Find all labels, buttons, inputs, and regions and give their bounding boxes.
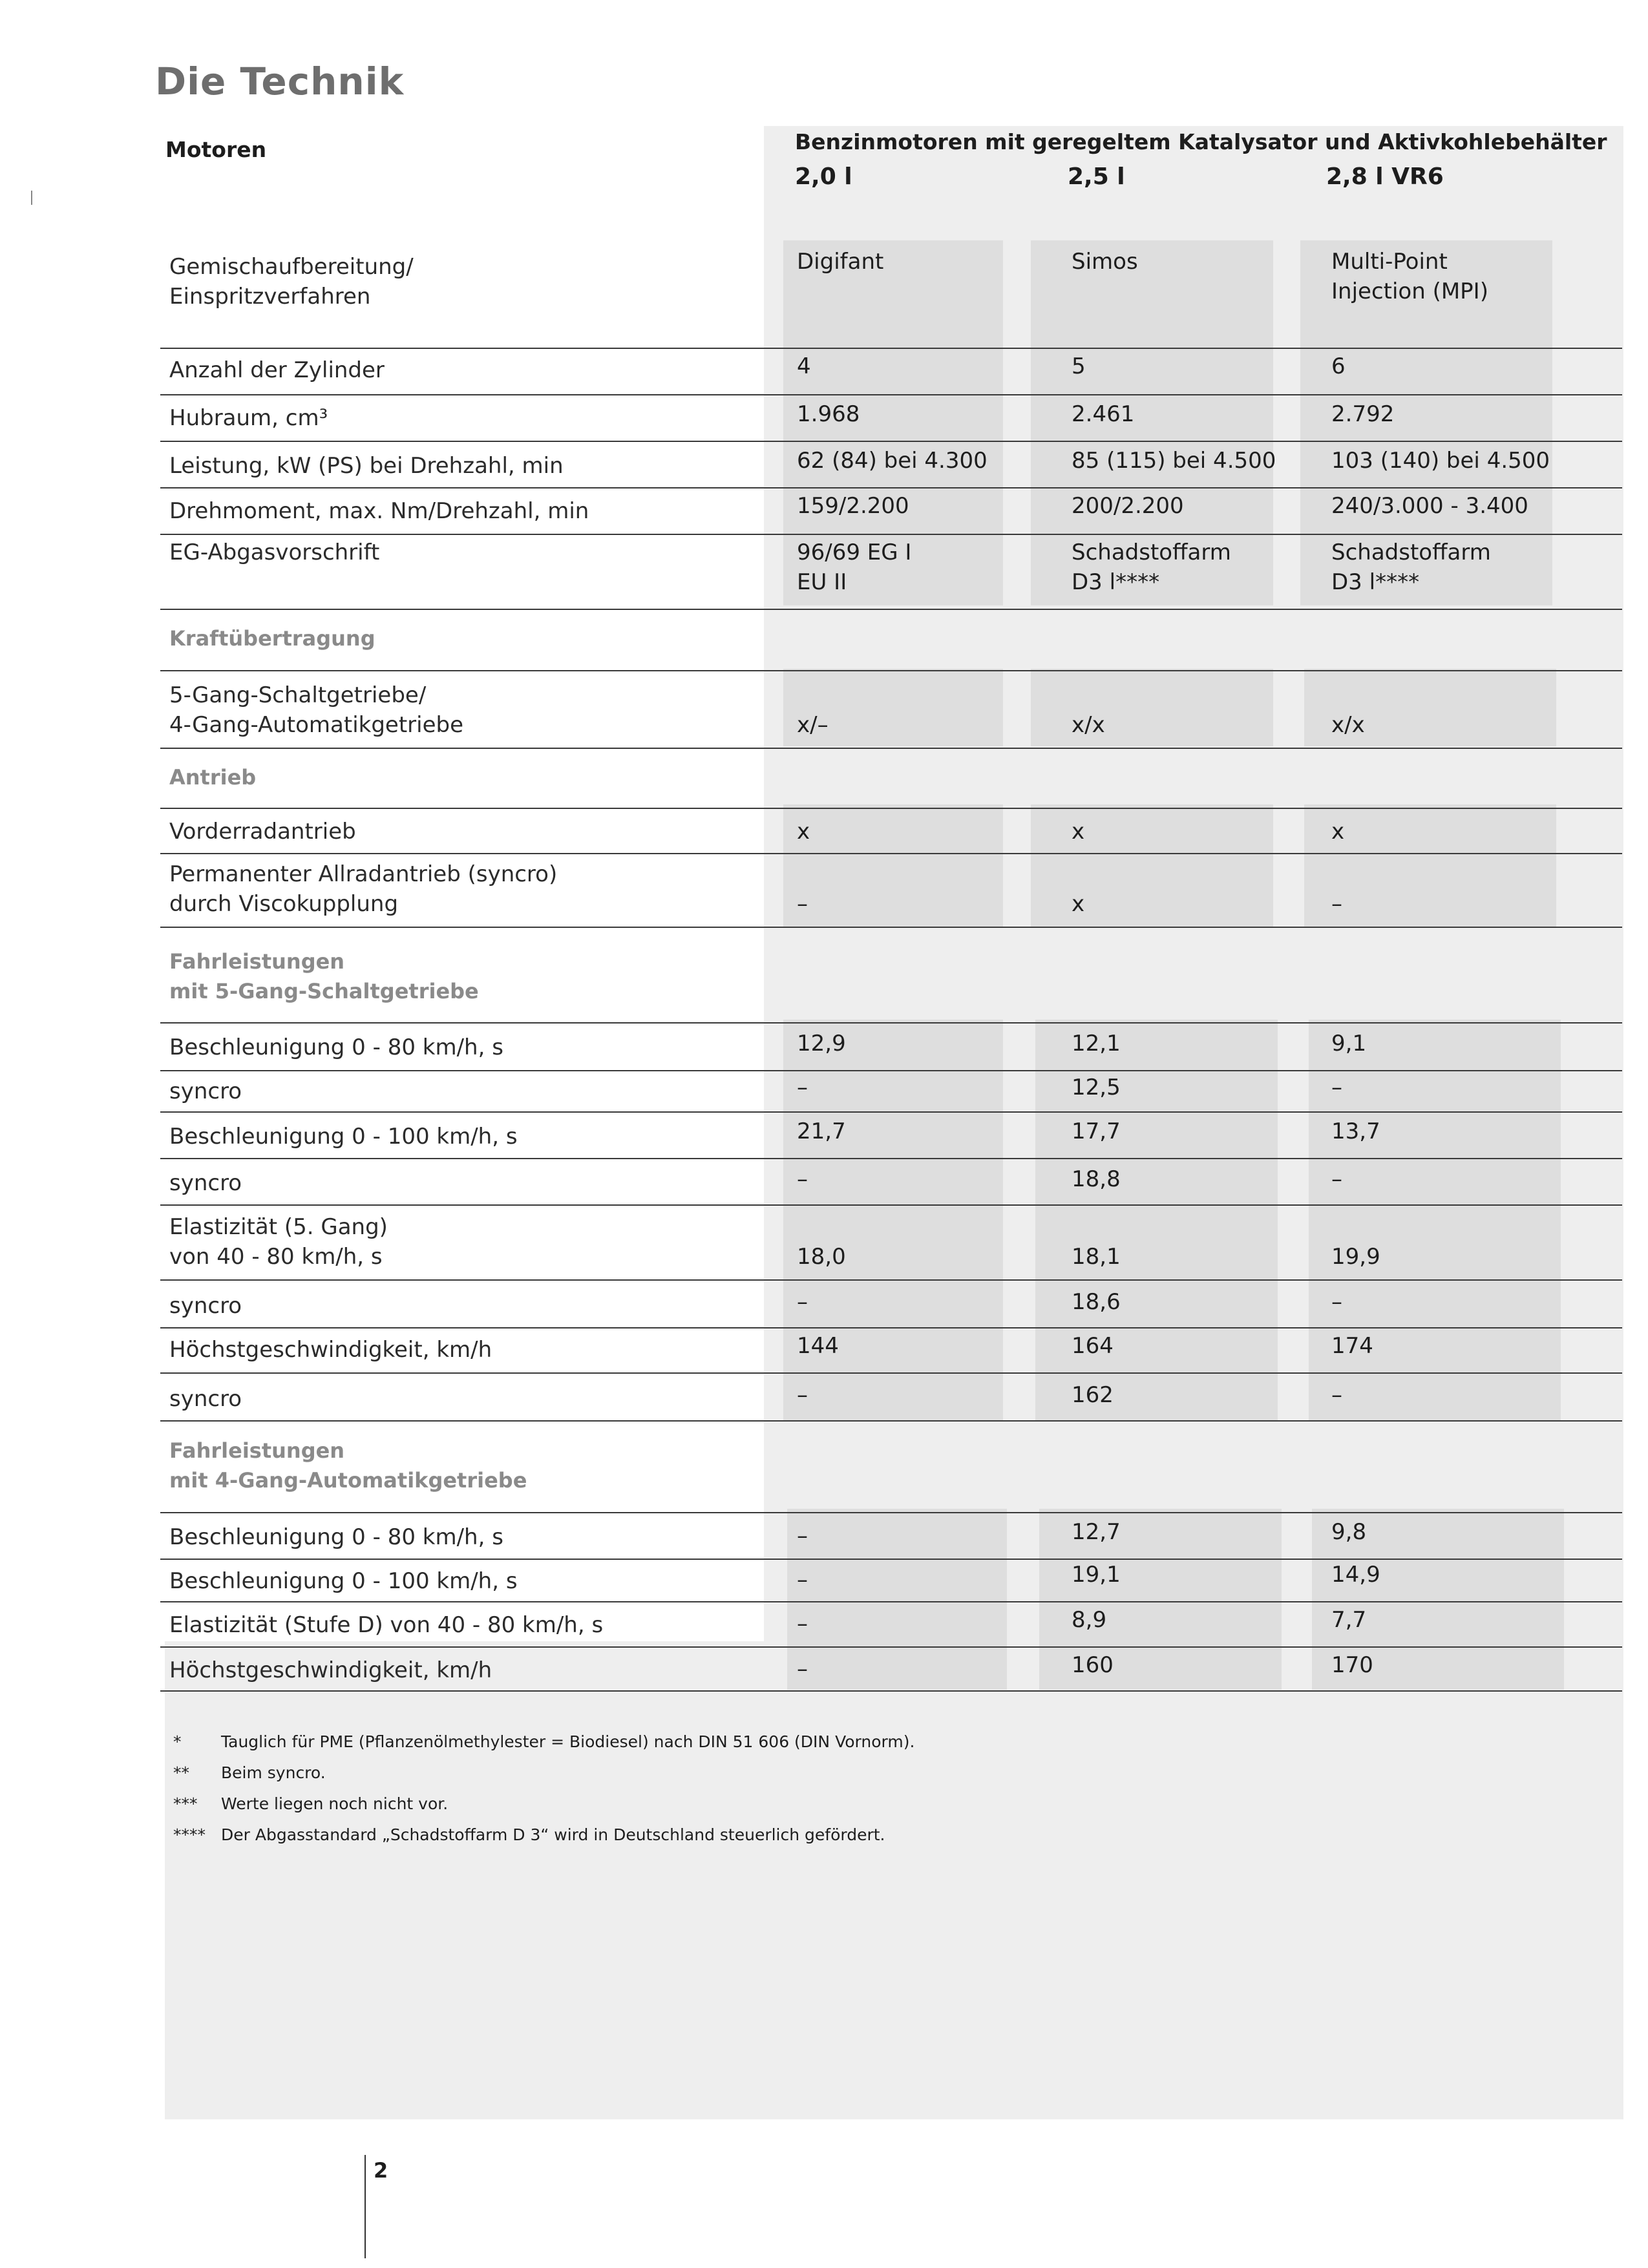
row-value-20: 144 xyxy=(797,1333,839,1359)
row-label: Anzahl der Zylinder xyxy=(169,357,385,383)
row-label: Elastizität (Stufe D) von 40 - 80 km/h, s xyxy=(169,1612,604,1638)
table-row xyxy=(160,1279,1622,1328)
row-value-28: – xyxy=(1331,1075,1342,1100)
section-fahrleistungen-automatik: Fahrleistungen mit 4-Gang-Automatikgetriebe xyxy=(169,1438,527,1493)
page-number: 2 xyxy=(374,2158,388,2183)
row-value-20: 4 xyxy=(797,353,811,379)
section-kraftuebertragung: Kraftübertragung xyxy=(169,626,375,651)
row-value-25: 18,8 xyxy=(1072,1166,1121,1192)
header-col-28-vr6: 2,8 l VR6 xyxy=(1326,163,1444,190)
row-label: syncro xyxy=(169,1386,242,1412)
table-row xyxy=(160,670,1622,749)
row-label: Permanenter Allradantrieb (syncro) durch Viscokupplung xyxy=(169,861,558,917)
table-row xyxy=(160,348,1622,395)
row-value-25: 18,1 xyxy=(1072,1244,1121,1270)
row-value-25: 162 xyxy=(1072,1382,1114,1408)
row-value-20: 1.968 xyxy=(797,401,860,427)
row-value-28: – xyxy=(1331,1166,1342,1192)
row-value-25: 5 xyxy=(1072,353,1086,379)
row-label: Beschleunigung 0 - 100 km/h, s xyxy=(169,1124,518,1150)
row-value-20: – xyxy=(797,891,808,917)
row-value-20: – xyxy=(797,1656,808,1682)
page-title: Die Technik xyxy=(155,59,405,103)
row-value-20: – xyxy=(797,1523,808,1549)
row-value-20: 12,9 xyxy=(797,1031,846,1056)
row-label: syncro xyxy=(169,1078,242,1104)
row-value-25: 19,1 xyxy=(1072,1562,1121,1588)
row-value-25: 160 xyxy=(1072,1652,1114,1678)
row-value-28: 170 xyxy=(1331,1652,1373,1678)
table-row xyxy=(160,1069,1622,1113)
row-value-25: 12,7 xyxy=(1072,1519,1121,1545)
row-value-28: x/x xyxy=(1331,712,1365,738)
row-label: Höchstgeschwindigkeit, km/h xyxy=(169,1657,492,1683)
row-label: syncro xyxy=(169,1293,242,1319)
table-row xyxy=(160,1646,1622,1692)
row-label: Beschleunigung 0 - 80 km/h, s xyxy=(169,1034,503,1060)
row-value-20: x xyxy=(797,819,810,845)
row-label: EG-Abgasvorschrift xyxy=(169,540,380,565)
row-label: Beschleunigung 0 - 80 km/h, s xyxy=(169,1524,503,1550)
table-row xyxy=(160,852,1622,928)
footnote: *** Werte liegen noch nicht vor. xyxy=(173,1794,449,1813)
row-label: 5-Gang-Schaltgetriebe/ 4-Gang-Automatikgetriebe xyxy=(169,682,464,738)
header-engine-group: Benzinmotoren mit geregeltem Katalysator und Aktivkohlebehälter xyxy=(795,129,1607,154)
row-value-20: – xyxy=(797,1611,808,1637)
section-antrieb: Antrieb xyxy=(169,765,257,790)
table-row xyxy=(160,808,1622,854)
row-value-20: – xyxy=(797,1567,808,1593)
row-value-25: Simos xyxy=(1072,249,1138,275)
table-row xyxy=(160,1557,1622,1602)
row-value-28: – xyxy=(1331,1382,1342,1408)
row-value-20: – xyxy=(797,1075,808,1100)
row-value-25: 8,9 xyxy=(1072,1607,1107,1633)
footnote: **** Der Abgasstandard „Schadstoffarm D 3“ wird in Deutschland steuerlich gefördert. xyxy=(173,1825,885,1844)
row-label: Hubraum, cm³ xyxy=(169,405,328,431)
row-value-25: 164 xyxy=(1072,1333,1114,1359)
header-col-20: 2,0 l xyxy=(795,163,852,190)
footnote: * Tauglich für PME (Pflanzenölmethylester = Biodiesel) nach DIN 51 606 (DIN Vornorm). xyxy=(173,1732,915,1751)
row-value-28: 9,1 xyxy=(1331,1031,1367,1056)
row-value-20: 159/2.200 xyxy=(797,493,909,519)
row-value-20: Digifant xyxy=(797,249,884,275)
row-value-20: x/– xyxy=(797,712,829,738)
row-value-25: 200/2.200 xyxy=(1072,493,1184,519)
row-label: Leistung, kW (PS) bei Drehzahl, min xyxy=(169,453,564,479)
row-value-28: 240/3.000 - 3.400 xyxy=(1331,493,1528,519)
row-value-28: 9,8 xyxy=(1331,1519,1367,1545)
footnotes xyxy=(173,1727,914,1851)
page-number-rule xyxy=(364,2155,366,2258)
table-row xyxy=(160,1111,1622,1159)
row-value-28: Schadstoffarm D3 l**** xyxy=(1331,540,1491,595)
table-row xyxy=(160,534,1622,610)
row-value-20: 96/69 EG I EU II xyxy=(797,540,912,595)
row-value-20: – xyxy=(797,1382,808,1408)
row-label: syncro xyxy=(169,1170,242,1196)
table-row xyxy=(160,1512,1622,1560)
row-value-28: 174 xyxy=(1331,1333,1373,1359)
row-value-28: – xyxy=(1331,1289,1342,1315)
row-value-25: Schadstoffarm D3 l**** xyxy=(1072,540,1231,595)
table-row xyxy=(160,244,1622,349)
table-row xyxy=(160,441,1622,488)
row-label: Vorderradantrieb xyxy=(169,819,356,845)
table-row xyxy=(160,394,1622,442)
row-value-28: 7,7 xyxy=(1331,1607,1367,1633)
table-row xyxy=(160,1327,1622,1374)
row-value-28: – xyxy=(1331,891,1342,917)
row-value-28: 14,9 xyxy=(1331,1562,1380,1588)
row-value-20: – xyxy=(797,1289,808,1315)
row-value-28: 19,9 xyxy=(1331,1244,1380,1270)
row-value-28: 6 xyxy=(1331,353,1346,379)
row-value-28: 2.792 xyxy=(1331,401,1395,427)
row-value-25: 2.461 xyxy=(1072,401,1135,427)
table-row xyxy=(160,487,1622,535)
table-row xyxy=(160,1204,1622,1281)
row-value-28: Multi-Point Injection (MPI) xyxy=(1331,249,1488,304)
row-label: Drehmoment, max. Nm/Drehzahl, min xyxy=(169,498,589,524)
row-value-25: x xyxy=(1072,819,1085,845)
table-row xyxy=(160,1372,1622,1422)
row-value-20: 21,7 xyxy=(797,1118,846,1144)
table-row xyxy=(160,1022,1622,1071)
row-value-28: x xyxy=(1331,819,1345,845)
footnote: ** Beim syncro. xyxy=(173,1763,326,1782)
row-value-28: 13,7 xyxy=(1331,1118,1380,1144)
header-col-25: 2,5 l xyxy=(1068,163,1125,190)
row-label: Höchstgeschwindigkeit, km/h xyxy=(169,1337,492,1363)
table-row xyxy=(160,1158,1622,1206)
row-value-25: 85 (115) bei 4.500 xyxy=(1072,448,1276,474)
table-row xyxy=(160,1601,1622,1648)
gray-footnote-panel xyxy=(165,1641,766,2119)
row-value-25: 12,1 xyxy=(1072,1031,1121,1056)
row-value-25: 17,7 xyxy=(1072,1118,1121,1144)
margin-mark xyxy=(31,191,32,205)
row-label: Gemischaufbereitung/ Einspritzverfahren xyxy=(169,254,414,310)
header-motoren: Motoren xyxy=(165,137,267,162)
row-value-25: x/x xyxy=(1072,712,1105,738)
row-value-20: 18,0 xyxy=(797,1244,846,1270)
row-value-20: 62 (84) bei 4.300 xyxy=(797,448,988,474)
row-label: Elastizität (5. Gang) von 40 - 80 km/h, s xyxy=(169,1214,388,1270)
row-value-25: 12,5 xyxy=(1072,1075,1121,1100)
row-label: Beschleunigung 0 - 100 km/h, s xyxy=(169,1568,518,1594)
row-value-20: – xyxy=(797,1166,808,1192)
section-fahrleistungen-schalt: Fahrleistungen mit 5-Gang-Schaltgetriebe xyxy=(169,949,479,1003)
row-value-28: 103 (140) bei 4.500 xyxy=(1331,448,1550,474)
row-value-25: 18,6 xyxy=(1072,1289,1121,1315)
row-value-25: x xyxy=(1072,891,1085,917)
